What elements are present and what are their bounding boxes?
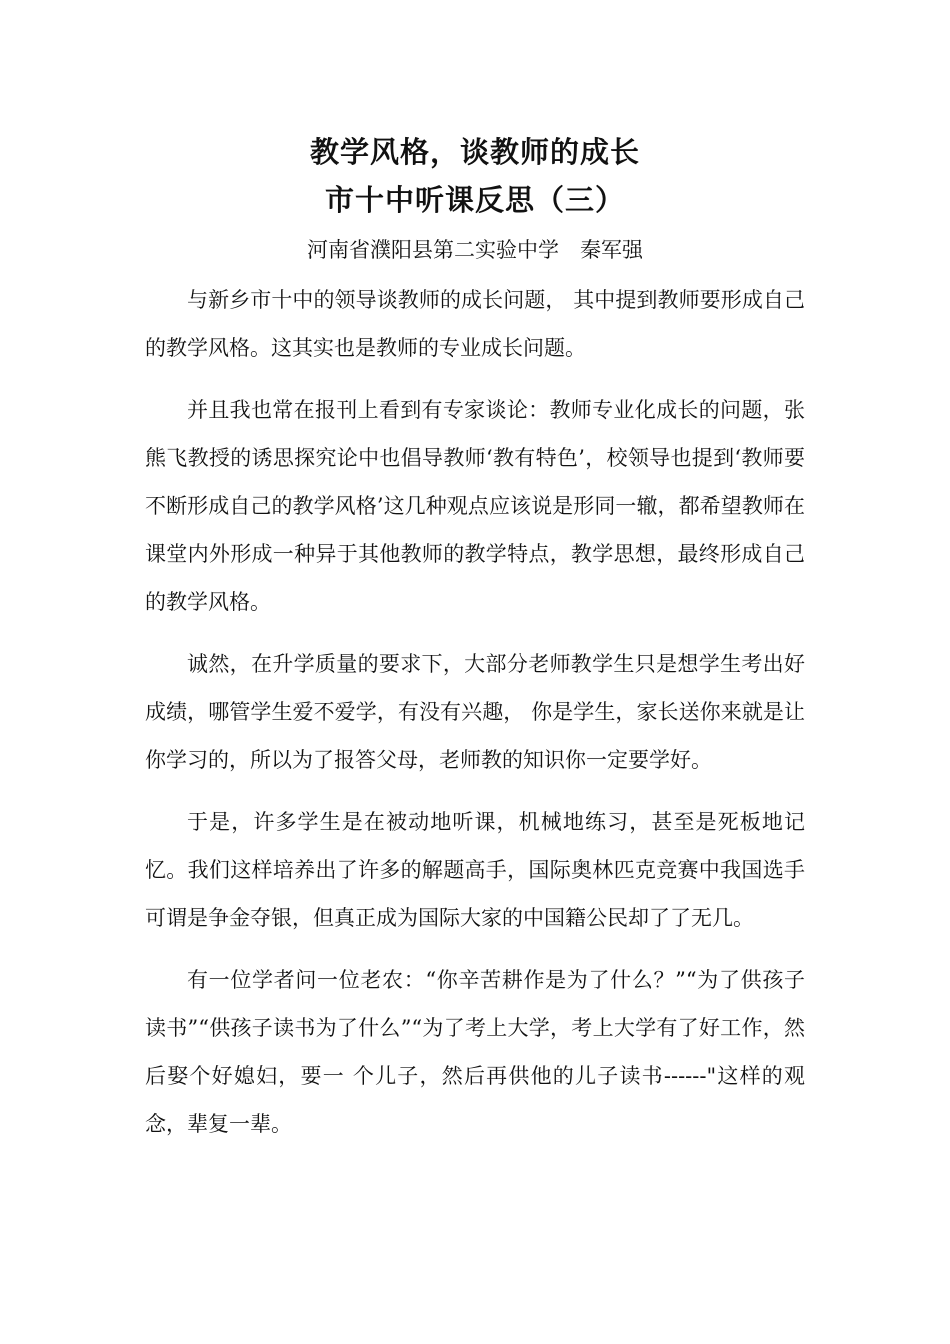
paragraph-4: 于是，许多学生是在被动地听课，机械地练习，甚至是死板地记忆。我们这样培养出了许多的解题高手，国际奥林匹克竞赛中我国选手可谓是争金夺银，但真正成为国际大家的中国籍公民却了了无几。: [145, 810, 805, 930]
author-line: 河南省濮阳县第二实验中学 秦军强: [307, 238, 643, 262]
paragraph-3: 诚然，在升学质量的要求下，大部分老师教学生只是想学生考出好成绩，哪管学生爱不爱学，有没有兴趣， 你是学生，家长送你来就是让你学习的，所以为了报答父母，老师教的知识你一定要学好。: [145, 652, 805, 772]
document-title: 教学风格，谈教师的成长: [309, 135, 640, 169]
paragraph-1: 与新乡市十中的领导谈教师的成长问题， 其中提到教师要形成自己的教学风格。这其实也是教师的专业成长问题。: [145, 288, 805, 360]
document-page: [145, 128, 805, 1162]
paragraph-2: 并且我也常在报刊上看到有专家谈论：教师专业化成长的问题，张熊飞教授的诱思探究论中也倡导教师‘教有特色’，校领导也提到‘教师要不断形成自己的教学风格’这几种观点应该说是形同一辙，都希望教师在课堂内外形成一种异于其他教师的教学特点，教学思想，最终形成自己的教学风格。: [145, 398, 805, 614]
paragraph-5: 有一位学者问一位老农：“你辛苦耕作是为了什么？”“为了供孩子读书”“供孩子读书为了什么”“为了考上大学，考上大学有了好工作，然后娶个好媳妇，要一 个儿子，然后再供他的儿子读书------"这样的观念，辈复一辈。: [145, 968, 805, 1136]
document-subtitle: 市十中听课反思（三）: [324, 183, 625, 217]
